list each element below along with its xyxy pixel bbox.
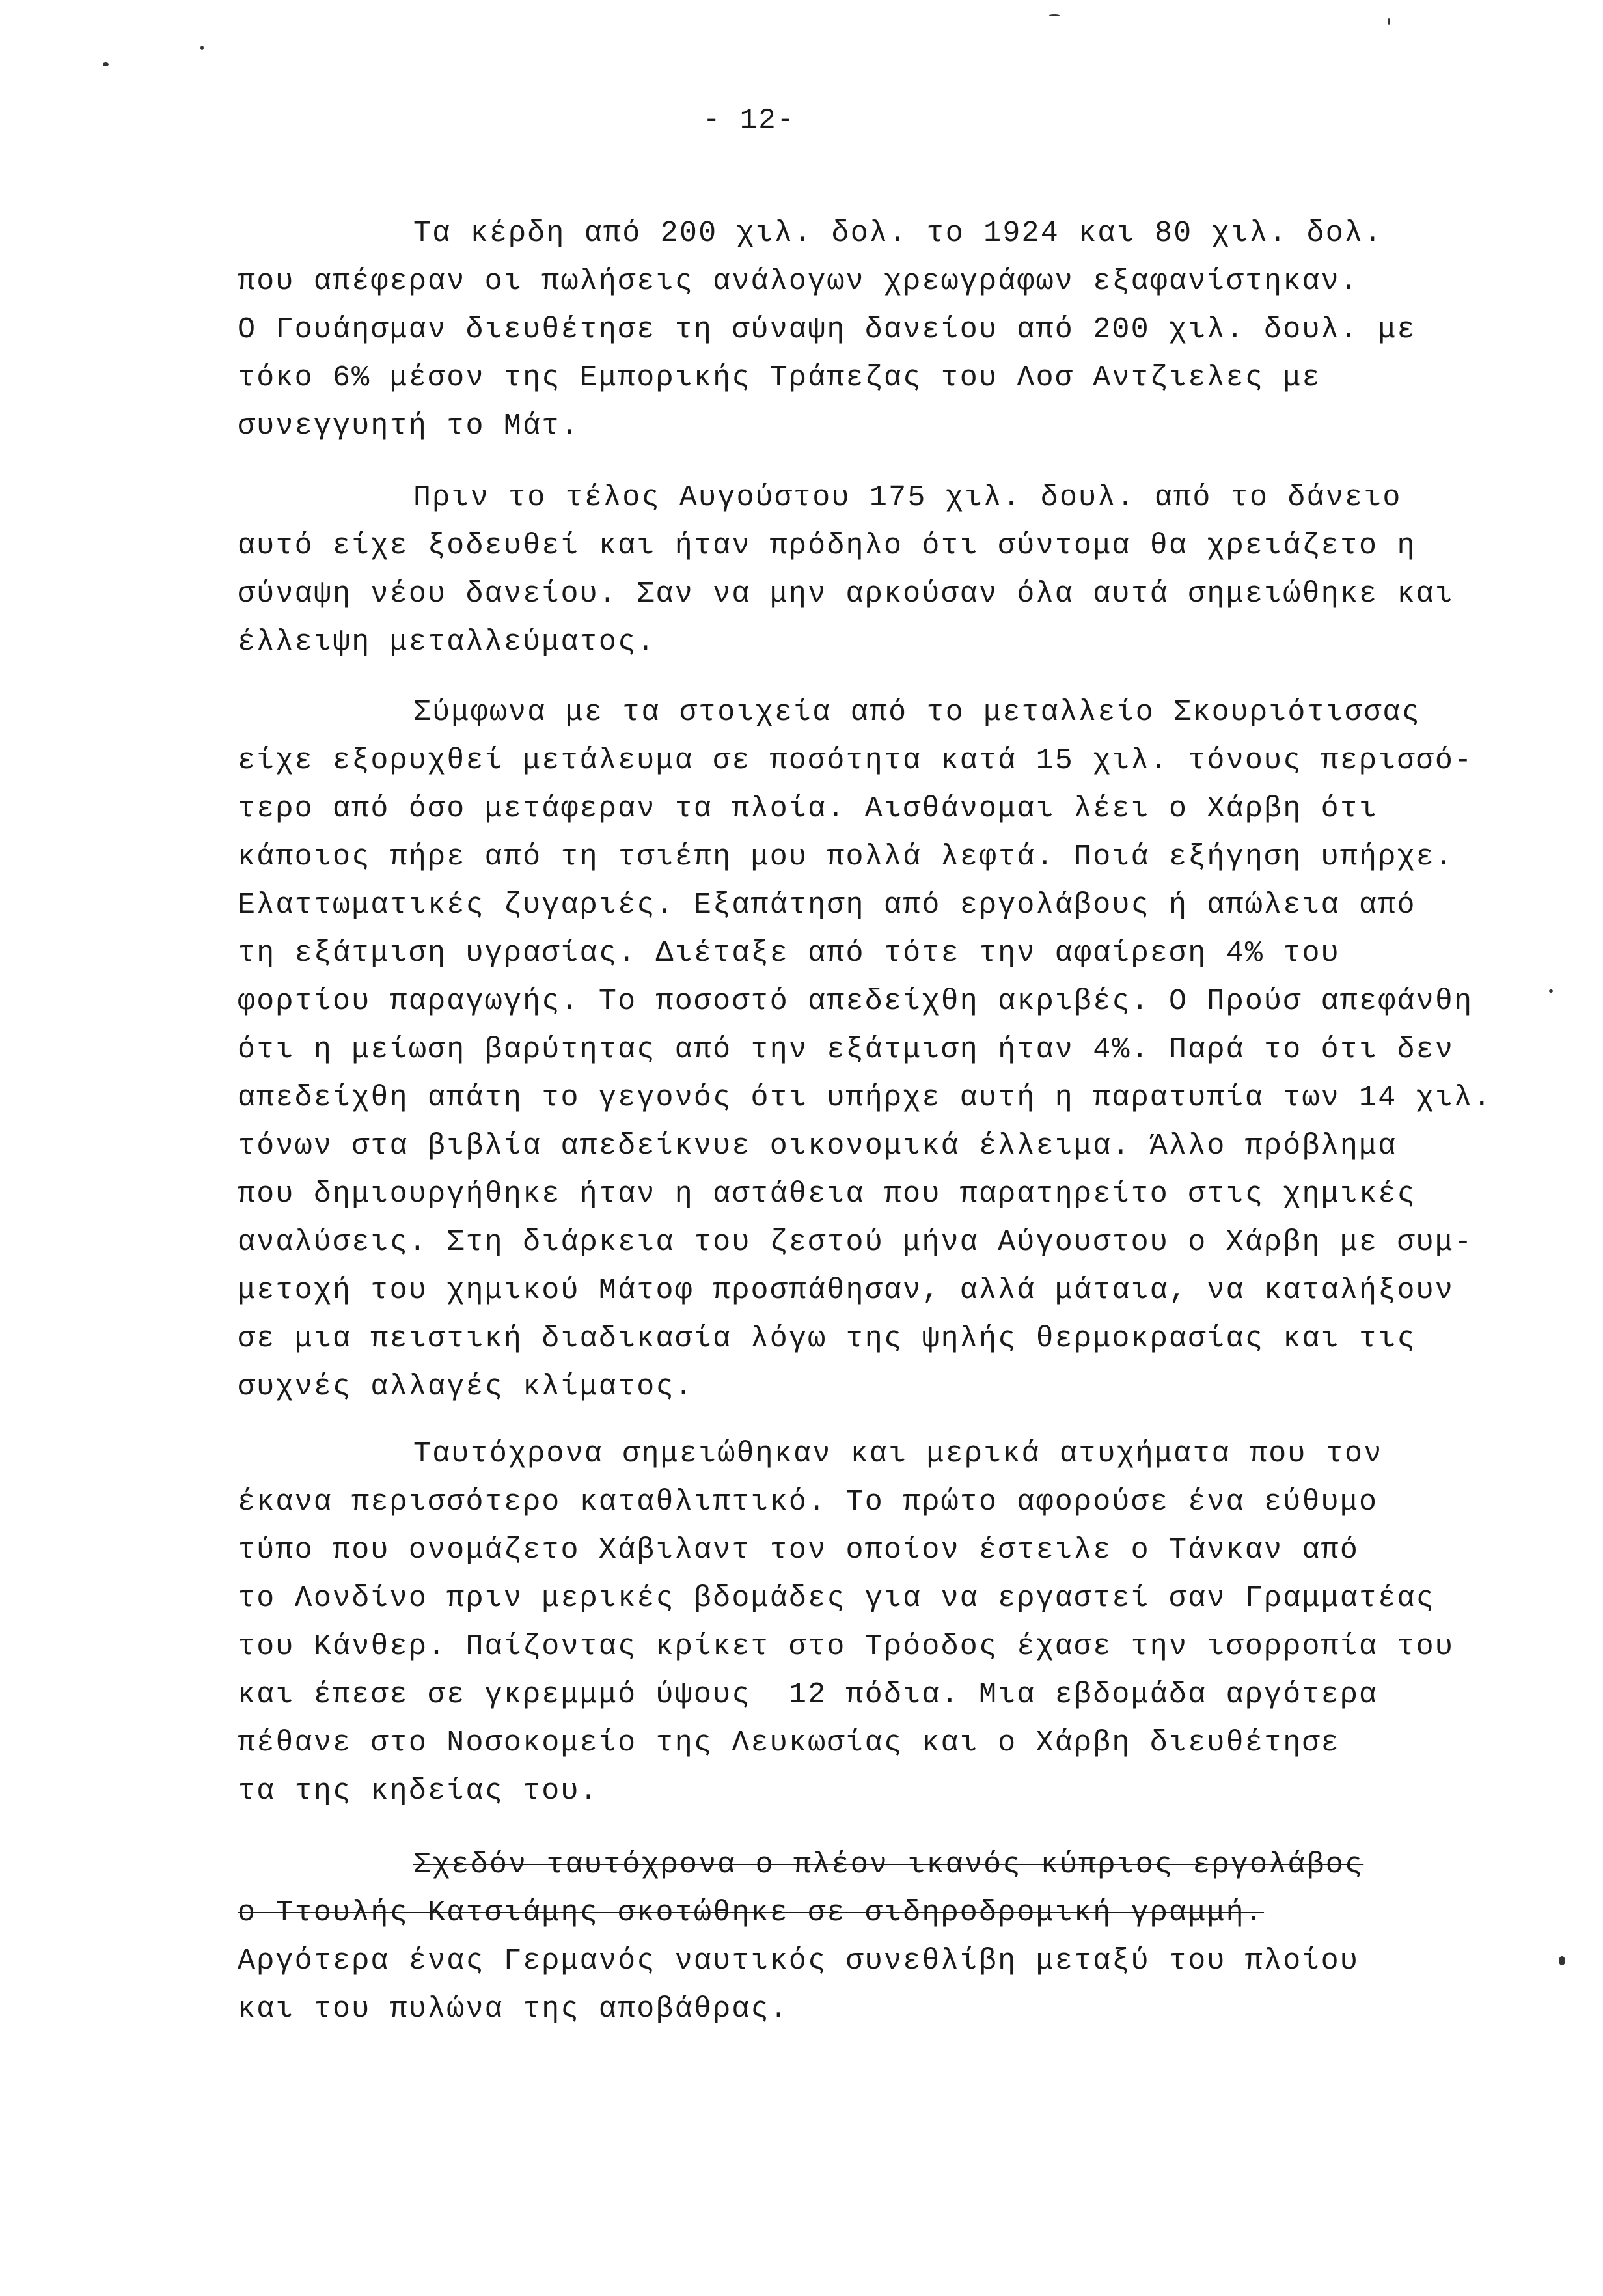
paragraph-4 [238,1430,1539,1816]
text-line: Πριν το τέλος Αυγούστου 175 χιλ. δουλ. από το δάνειο [413,481,1402,514]
text-line: ο Ττουλής Κατσιάμης σκοτώθηκε σε σιδηροδρομική γραμμή. [238,1896,1265,1929]
text-line: το Λονδίνο πριν μερικές βδομάδες για να εργαστεί σαν Γραμματέας [238,1582,1435,1615]
paragraph-3 [238,689,1539,1411]
text-line: Σύμφωνα με τα στοιχεία από το μεταλλείο Σκουριότισσας [413,696,1421,729]
text-line: έλλειψη μεταλλεύματος. [238,626,656,659]
text-line: και έπεσε σε γκρεμμμό ύψους 12 πόδια. Μια εβδομάδα αργότερα [238,1678,1378,1711]
scan-speck [1549,989,1553,993]
text-line: έκανα περισσότερο καταθλιπτικό. Το πρώτο αφορούσε ένα εύθυμο [238,1486,1378,1519]
text-line: ότι η μείωση βαρύτητας από την εξάτμιση ήταν 4%. Παρά το ότι δεν [238,1033,1455,1066]
text-line: πέθανε στο Νοσοκομείο της Λευκωσίας και ο Χάρβη διευθέτησε [238,1726,1340,1760]
page-number: - 12- [703,104,796,137]
text-line: Σχεδόν ταυτόχρονα ο πλέον ικανός κύπριος εργολάβος [413,1848,1364,1881]
paragraph-2 [238,474,1539,667]
text-line: που δημιουργήθηκε ήταν η αστάθεια που παρατηρείτο στις χημικές [238,1178,1416,1211]
text-line: συνεγγυητή το Μάτ. [238,409,580,443]
text-line: είχε εξορυχθεί μετάλευμα σε ποσότητα κατά 15 χιλ. τόνους περισσό- [238,744,1473,777]
paragraph-1 [238,210,1539,450]
text-line: Ταυτόχρονα σημειώθηκαν και μερικά ατυχήματα που τον [413,1437,1383,1471]
text-line: φορτίου παραγωγής. Το ποσοστό απεδείχθη ακριβές. Ο Προύσ απεφάνθη [238,985,1473,1018]
text-line: συχνές αλλαγές κλίματος. [238,1370,694,1404]
text-line: αυτό είχε ξοδευθεί και ήταν πρόδηλο ότι σύντομα θα χρειάζετο η [238,529,1416,562]
scan-speck [1559,1956,1565,1965]
text-line: Τα κέρδη από 200 χιλ. δολ. το 1924 και 80 χιλ. δολ. [413,217,1383,250]
text-line: τόνων στα βιβλία απεδείκνυε οικονομικά έλλειμα. Άλλο πρόβλημα [238,1129,1397,1163]
text-line: αναλύσεις. Στη διάρκεια του ζεστού μήνα Αύγουστου ο Χάρβη με συμ- [238,1226,1473,1259]
text-line: σε μια πειστική διαδικασία λόγω της ψηλής θερμοκρασίας και τις [238,1322,1416,1355]
text-line: τύπο που ονομάζετο Χάβιλαντ τον οποίον έστειλε ο Τάνκαν από [238,1534,1360,1567]
scan-speck [103,62,109,66]
paragraph-5 [238,1841,1539,2034]
text-line: που απέφεραν οι πωλήσεις ανάλογων χρεωγράφων εξαφανίστηκαν. [238,265,1360,298]
text-line: του Κάνθερ. Παίζοντας κρίκετ στο Τρόοδος έχασε την ισορροπία του [238,1630,1455,1663]
text-line: τερο από όσο μετάφεραν τα πλοία. Αισθάνομαι λέει ο Χάρβη ότι [238,792,1378,825]
scan-speck [200,46,204,50]
text-line: και του πυλώνα της αποβάθρας. [238,1993,789,2026]
text-line: σύναψη νέου δανείου. Σαν να μην αρκούσαν όλα αυτά σημειώθηκε και [238,577,1455,611]
scan-speck [1049,14,1060,16]
text-line: Αργότερα ένας Γερμανός ναυτικός συνεθλίβη μεταξύ του πλοίου [238,1944,1360,1978]
scan-speck [1388,18,1390,25]
text-line: τα της κηδείας του. [238,1775,599,1808]
text-line: κάποιος πήρε από τη τσιέπη μου πολλά λεφτά. Ποιά εξήγηση υπήρχε. [238,840,1455,874]
text-line: τη εξάτμιση υγρασίας. Διέταξε από τότε την αφαίρεση 4% του [238,937,1340,970]
text-line: τόκο 6% μέσον της Εμπορικής Τράπεζας του Λοσ Αντζιελες με [238,361,1321,394]
text-line: Ελαττωματικές ζυγαριές. Εξαπάτηση από εργολάβους ή απώλεια από [238,889,1416,922]
text-line: Ο Γουάησμαν διευθέτησε τη σύναψη δανείου από 200 χιλ. δουλ. με [238,313,1416,346]
text-line: μετοχή του χημικού Μάτοφ προσπάθησαν, αλλά μάταια, να καταλήξουν [238,1274,1455,1307]
text-line: απεδείχθη απάτη το γεγονός ότι υπήρχε αυτή η παρατυπία των 14 χιλ. [238,1081,1492,1114]
